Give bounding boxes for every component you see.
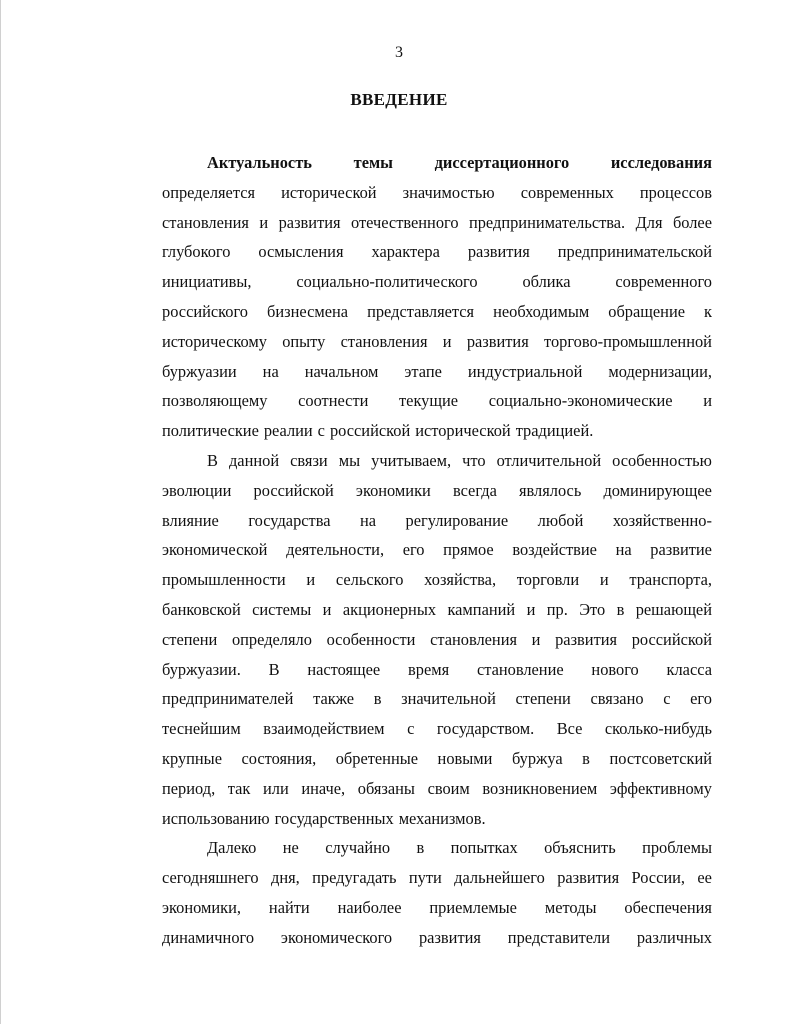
word: приемлемые (429, 897, 517, 917)
word: и (306, 570, 316, 590)
text-line (162, 535, 712, 565)
word: на (360, 510, 377, 530)
word: государством. (436, 719, 535, 739)
word: транспорта, (629, 570, 712, 590)
word: предпринимательства. (468, 212, 626, 232)
word: доминирующее (603, 480, 712, 500)
word: состояния, (241, 748, 317, 768)
word: Для (635, 212, 663, 232)
body-text (162, 148, 712, 953)
word: становления (162, 212, 249, 232)
word: и (526, 599, 536, 619)
word: прямое (443, 540, 494, 560)
word: кампаний (447, 599, 516, 619)
word: обретенные (335, 748, 419, 768)
word: Все (556, 719, 583, 739)
word: экономики (355, 480, 431, 500)
word: банковской (162, 599, 241, 619)
word: российского (162, 301, 249, 321)
word: взаимодействием (263, 719, 385, 739)
word: этапе (404, 361, 442, 381)
word: механизмов. (398, 808, 486, 828)
word: предпринимателей (162, 689, 294, 709)
text-line (162, 178, 712, 208)
word: наиболее (337, 897, 402, 917)
word: обязаны (357, 778, 415, 798)
word: являлось (518, 480, 582, 500)
word: индустриальной (467, 361, 583, 381)
word: на (262, 361, 279, 381)
word: определяло (231, 629, 312, 649)
word: и (599, 570, 609, 590)
word: России, (631, 868, 686, 888)
page-number: 3 (395, 44, 403, 61)
word: сколько-нибудь (604, 719, 712, 739)
word: ее (697, 868, 712, 888)
word: настоящее (307, 659, 381, 679)
word: эффективному (609, 778, 712, 798)
word: становления (430, 629, 518, 649)
word: его (690, 689, 712, 709)
word: экономики, (162, 897, 241, 917)
word: деятельности, (286, 540, 385, 560)
text-line (162, 655, 712, 685)
word: с (407, 719, 415, 739)
text-line (162, 565, 712, 595)
word: характера (371, 242, 440, 262)
word: воздействие (512, 540, 597, 560)
word: в (416, 838, 425, 858)
word: соотнести (298, 391, 369, 411)
word: связано (590, 689, 644, 709)
word: хозяйственно- (612, 510, 712, 530)
word: исследования (610, 153, 712, 172)
word: современного (615, 272, 712, 292)
word: и (703, 391, 712, 411)
word: пути (408, 868, 442, 888)
word: отечественного (350, 212, 459, 232)
word: постсоветский (609, 748, 712, 768)
word: российской (253, 480, 334, 500)
text-line (162, 267, 712, 297)
word: экономического (280, 927, 393, 947)
text-line (162, 148, 712, 178)
word: мы (338, 450, 361, 470)
word: государственных (274, 808, 394, 828)
text-line (162, 357, 712, 387)
word: с (317, 421, 325, 441)
text-line (162, 386, 712, 416)
word: к (704, 301, 712, 321)
word: период, (162, 778, 216, 798)
word: всегда (452, 480, 497, 500)
word: текущие (399, 391, 459, 411)
word: модернизации, (608, 361, 712, 381)
text-line (162, 416, 712, 446)
word: историческому (162, 331, 267, 351)
word: буржуазии. (162, 659, 241, 679)
word: крупные (162, 748, 222, 768)
word: класса (666, 659, 712, 679)
word: исторической (415, 421, 511, 441)
word: буржуазии (162, 361, 237, 381)
section-heading: ВВЕДЕНИЕ (350, 90, 448, 109)
word: динамичного (162, 927, 255, 947)
word: определяется (162, 182, 256, 202)
text-line (162, 774, 712, 804)
text-line (162, 237, 712, 267)
word: время (408, 659, 450, 679)
word: теснейшим (162, 719, 241, 739)
word: Актуальность (207, 153, 312, 172)
word: и (322, 599, 332, 619)
word: сегодняшнего (162, 868, 259, 888)
word: промышленности (162, 570, 286, 590)
word: исторической (281, 182, 377, 202)
word: позволяющему (162, 391, 268, 411)
text-line (162, 506, 712, 536)
word: решающей (635, 599, 712, 619)
word: представители (507, 927, 610, 947)
word: российской (631, 629, 712, 649)
text-line (162, 684, 712, 714)
word: обращение (608, 301, 685, 321)
word: обеспечения (624, 897, 712, 917)
word: степени (162, 629, 218, 649)
word: В (207, 450, 218, 470)
word: в (616, 599, 625, 619)
word: диссертационного (434, 153, 570, 172)
word: инициативы, (162, 272, 252, 292)
word: темы (353, 153, 393, 172)
word: новыми (437, 748, 493, 768)
word: на (615, 540, 632, 560)
word: бизнесмена (267, 301, 349, 321)
text-line (162, 476, 712, 506)
word: учитываем, (371, 450, 452, 470)
word: реалии (263, 421, 313, 441)
word: найти (268, 897, 310, 917)
word: и (531, 629, 541, 649)
word: российской (329, 421, 411, 441)
word: случайно (325, 838, 391, 858)
word: системы (252, 599, 312, 619)
word: своим (427, 778, 470, 798)
text-line (162, 625, 712, 655)
text-line (162, 327, 712, 357)
word: в (373, 689, 382, 709)
word: развития (555, 629, 618, 649)
word: процессов (639, 182, 712, 202)
word: торгово-промышленной (544, 331, 712, 351)
word: пр. (546, 599, 568, 619)
word: опыту (282, 331, 326, 351)
word: дальнейшего (454, 868, 545, 888)
word: особенностью (612, 450, 712, 470)
word: регулирование (405, 510, 509, 530)
word: современных (520, 182, 614, 202)
word: хозяйства, (424, 570, 497, 590)
word: развития (278, 212, 341, 232)
word: становление (476, 659, 564, 679)
word: объяснить (544, 838, 616, 858)
word: так (227, 778, 251, 798)
word: глубокого (162, 242, 231, 262)
word: предпринимательской (557, 242, 712, 262)
word: значимостью (402, 182, 495, 202)
word: государства (248, 510, 331, 530)
word: дня, (271, 868, 300, 888)
word: и (442, 331, 452, 351)
word: социально-политического (296, 272, 478, 292)
text-line (162, 446, 712, 476)
word: или (263, 778, 289, 798)
text-line (162, 923, 712, 953)
word: нового (591, 659, 639, 679)
word: Это (579, 599, 606, 619)
text-line (162, 714, 712, 744)
word: развития (418, 927, 481, 947)
word: экономической (162, 540, 268, 560)
word: возникновением (482, 778, 598, 798)
word: эволюции (162, 480, 232, 500)
text-line (162, 804, 712, 834)
scan-edge (0, 0, 1, 1024)
word: отличительной (496, 450, 602, 470)
text-line (162, 595, 712, 625)
word: осмысления (258, 242, 344, 262)
word: начальном (304, 361, 379, 381)
word: в (582, 748, 590, 768)
word: также (313, 689, 355, 709)
word: развития (467, 242, 530, 262)
word: попытках (450, 838, 518, 858)
word: акционерных (342, 599, 437, 619)
word: любой (537, 510, 584, 530)
text-line (162, 744, 712, 774)
word: торговли (516, 570, 580, 590)
word: его (402, 540, 425, 560)
word: Далеко (207, 838, 257, 858)
text-line (162, 297, 712, 327)
word: степени (515, 689, 571, 709)
word: В (268, 659, 280, 679)
word: данной (228, 450, 280, 470)
text-line (162, 863, 712, 893)
word: традицией. (515, 421, 594, 441)
word: методы (544, 897, 597, 917)
word: с (663, 689, 671, 709)
word: развития (557, 868, 620, 888)
word: необходимым (493, 301, 590, 321)
word: проблемы (642, 838, 712, 858)
word: облика (522, 272, 571, 292)
word: иначе, (301, 778, 346, 798)
word: что (462, 450, 486, 470)
text-line (162, 208, 712, 238)
word: политические (162, 421, 259, 441)
word: буржуа (511, 748, 563, 768)
word: не (282, 838, 299, 858)
word: использованию (162, 808, 270, 828)
word: предугадать (312, 868, 397, 888)
text-line (162, 833, 712, 863)
word: особенности (326, 629, 416, 649)
word: становления (340, 331, 428, 351)
word: различных (636, 927, 712, 947)
word: сельского (335, 570, 404, 590)
word: представляется (367, 301, 475, 321)
word: развитие (650, 540, 712, 560)
word: развития (466, 331, 529, 351)
word: связи (290, 450, 328, 470)
text-line (162, 893, 712, 923)
word: влияние (162, 510, 219, 530)
word: значительной (401, 689, 496, 709)
word: социально-экономические (488, 391, 673, 411)
word: и (259, 212, 269, 232)
word: более (672, 212, 712, 232)
